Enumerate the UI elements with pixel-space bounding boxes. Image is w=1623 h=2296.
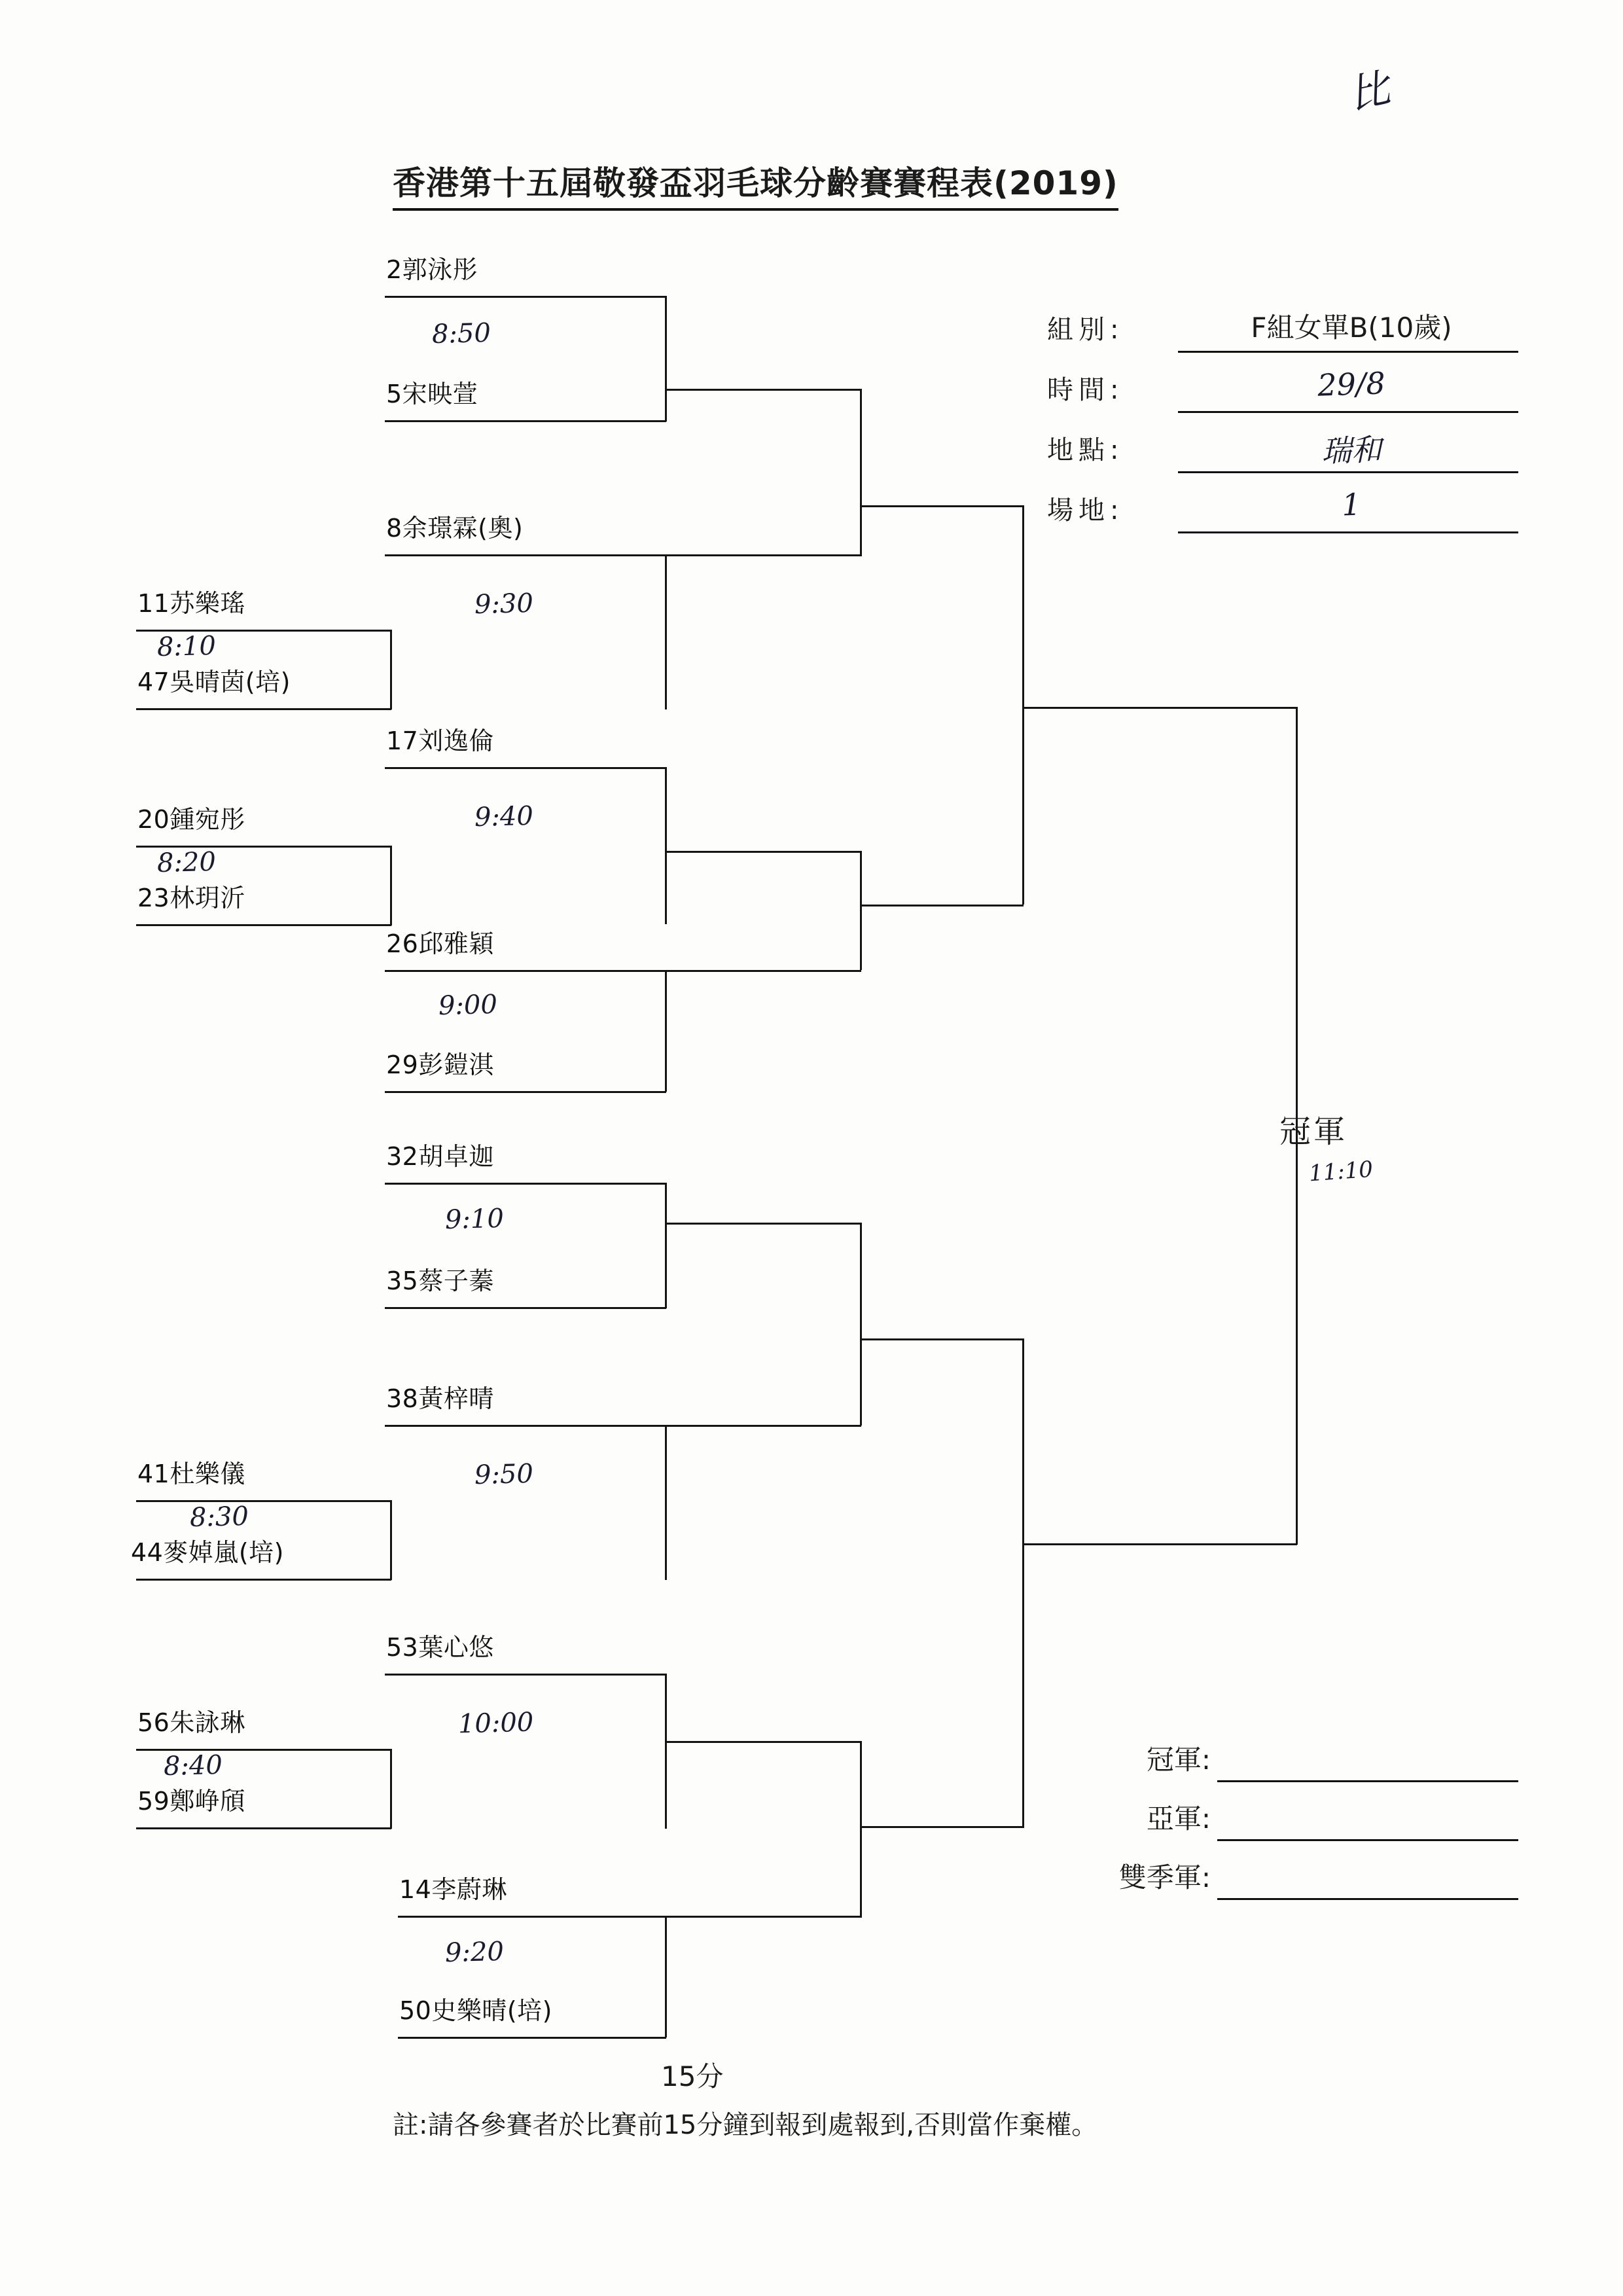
champion-time: 11:10 xyxy=(1308,1156,1374,1187)
bracket-connector xyxy=(665,1916,667,2037)
bracket-line xyxy=(398,2037,666,2039)
bracket-line xyxy=(385,970,666,972)
bracket-line xyxy=(665,1425,861,1427)
venue-label: 地點: xyxy=(1047,435,1124,465)
match-time: 10:00 xyxy=(457,1707,534,1740)
player-slot: 20鍾宛彤 xyxy=(137,805,245,834)
bracket-line xyxy=(385,1091,666,1093)
player-slot: 29彭鎧淇 xyxy=(386,1050,494,1079)
match-time: 8:40 xyxy=(163,1749,223,1782)
match-time: 9:20 xyxy=(444,1936,505,1969)
bracket-line xyxy=(136,1500,391,1502)
bracket-line xyxy=(385,1183,666,1185)
bracket-line xyxy=(860,505,1024,507)
bracket-connector xyxy=(390,846,392,925)
bracket-line xyxy=(398,1916,666,1918)
court-value: 1 xyxy=(1341,486,1362,523)
match-time: 8:30 xyxy=(189,1501,249,1534)
bracket-connector xyxy=(860,505,862,556)
bracket-connector xyxy=(860,851,862,970)
bracket-line xyxy=(136,924,391,926)
page-title: 香港第十五屆敬發盃羽毛球分齡賽賽程表(2019) xyxy=(393,157,1118,211)
player-slot: 56朱詠琳 xyxy=(137,1708,245,1737)
bracket-line xyxy=(136,1749,391,1751)
bracket-connector xyxy=(390,1500,392,1580)
footer-minutes: 15分 xyxy=(661,2060,724,2092)
bracket-line xyxy=(665,1223,861,1225)
result-runnerup-label: 亞軍: xyxy=(1146,1803,1211,1835)
group-value: F組女單B(10歲) xyxy=(1251,312,1452,344)
bracket-line xyxy=(385,554,666,556)
player-slot: 41杜樂儀 xyxy=(137,1460,245,1488)
match-time: 8:20 xyxy=(156,846,217,879)
bracket-line xyxy=(136,1579,391,1581)
player-slot: 50史樂晴(培) xyxy=(399,1996,553,2025)
player-slot: 38黃梓晴 xyxy=(386,1384,494,1413)
result-row-runnerup xyxy=(1021,1793,1518,1852)
match-time: 9:40 xyxy=(474,800,534,833)
footer-note: 註:請各參賽者於比賽前15分鐘到報到處報到,否則當作棄權。 xyxy=(393,2110,1098,2140)
bracket-connector xyxy=(390,1749,392,1829)
date-value: 29/8 xyxy=(1317,365,1386,403)
bracket-connector xyxy=(860,389,862,507)
match-time: 9:00 xyxy=(438,989,498,1022)
bracket-line xyxy=(385,1674,666,1676)
bracket-line xyxy=(860,905,1024,906)
champion-label: 冠軍 xyxy=(1279,1113,1348,1150)
venue-value: 瑞和 xyxy=(1321,431,1383,469)
bracket-line xyxy=(136,1827,391,1829)
player-slot: 26邱雅穎 xyxy=(386,929,494,958)
result-champion-label: 冠軍: xyxy=(1146,1744,1211,1776)
match-time: 9:50 xyxy=(474,1458,534,1491)
result-row-third xyxy=(1021,1852,1518,1911)
bracket-line xyxy=(385,1425,666,1427)
margin-scribble: 比 xyxy=(1344,63,1394,119)
date-label: 時間: xyxy=(1047,375,1124,405)
bracket-line xyxy=(385,1307,666,1309)
match-time: 9:10 xyxy=(444,1203,505,1236)
result-row-champion xyxy=(1021,1734,1518,1793)
player-slot: 5宋映萱 xyxy=(386,380,478,408)
court-label: 場地: xyxy=(1047,495,1124,526)
bracket-connector xyxy=(860,1741,862,1918)
bracket-line xyxy=(860,1338,1024,1340)
result-champion-line[interactable] xyxy=(1217,1780,1518,1782)
bracket-connector xyxy=(665,296,667,422)
bracket-line xyxy=(665,389,861,391)
bracket-connector xyxy=(1022,1338,1024,1548)
bracket-connector xyxy=(665,1425,667,1580)
bracket-connector xyxy=(390,630,392,709)
player-slot: 14李蔚琳 xyxy=(399,1875,507,1904)
player-slot: 32胡卓迦 xyxy=(386,1142,494,1171)
match-time: 8:10 xyxy=(156,630,217,663)
group-label: 組別: xyxy=(1047,315,1124,345)
player-slot: 17刘逸倫 xyxy=(386,726,494,755)
player-slot: 44麥婥嵐(培) xyxy=(131,1538,285,1567)
bracket-line xyxy=(665,1916,861,1918)
bracket-line xyxy=(1022,1543,1297,1545)
result-runnerup-line[interactable] xyxy=(1217,1839,1518,1841)
player-slot: 23林玥沂 xyxy=(137,884,245,912)
bracket-connector xyxy=(665,1674,667,1829)
player-slot: 8余璟霖(奧) xyxy=(386,514,524,543)
bracket-line xyxy=(1022,707,1297,709)
player-slot: 2郭泳彤 xyxy=(386,255,478,284)
bracket-line xyxy=(665,1741,861,1743)
match-time: 9:30 xyxy=(474,588,534,620)
bracket-line xyxy=(665,554,861,556)
player-slot: 47吳晴茵(培) xyxy=(137,668,291,696)
results-panel xyxy=(1021,1734,1518,1911)
bracket-connector xyxy=(860,1223,862,1426)
bracket-line xyxy=(385,767,666,769)
bracket-line xyxy=(385,296,666,298)
match-time: 8:50 xyxy=(431,317,491,350)
bracket-line xyxy=(665,970,861,972)
result-third-line[interactable] xyxy=(1217,1898,1518,1900)
bracket-connector xyxy=(665,970,667,1092)
bracket-line xyxy=(385,420,666,422)
bracket-line xyxy=(136,708,391,710)
bracket-line xyxy=(860,1826,1024,1828)
player-slot: 53葉心悠 xyxy=(386,1633,494,1662)
player-slot: 59鄭峥頎 xyxy=(137,1787,245,1816)
bracket-connector xyxy=(665,1183,667,1308)
bracket-connector xyxy=(665,767,667,924)
player-slot: 11苏樂瑤 xyxy=(137,589,245,618)
player-slot: 35蔡子蓁 xyxy=(386,1266,494,1295)
bracket-connector xyxy=(665,554,667,709)
bracket-connector xyxy=(1022,505,1024,905)
bracket-line xyxy=(665,851,861,853)
result-third-label: 雙季軍: xyxy=(1118,1861,1211,1893)
